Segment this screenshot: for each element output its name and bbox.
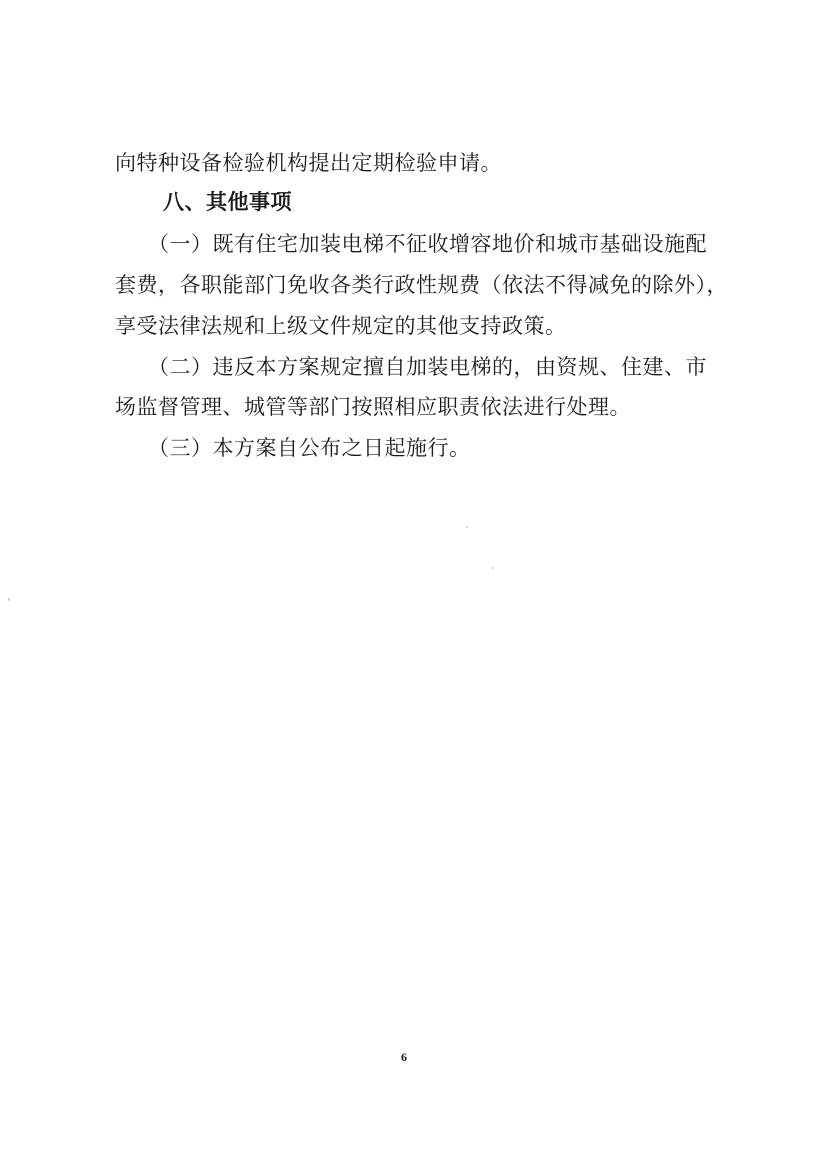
paragraph-item-1-line-1: （一）既有住宅加装电梯不征收增容地价和城市基础设施配 [148, 232, 707, 256]
paragraph-item-1-line-2: 套费，各职能部门免收各类行政性规费（依法不得减免的除外）， [115, 273, 728, 297]
page-number: 6 [401, 1050, 407, 1064]
paragraph-item-2-line-1: （二）违反本方案规定擅自加装电梯的，由资规、住建、市 [148, 355, 707, 379]
paragraph-line-continuation: 向特种设备检验机构提出定期检验申请。 [115, 151, 502, 175]
section-heading-other-matters: 八、其他事项 [163, 190, 292, 214]
scan-speck [492, 567, 494, 569]
scan-speck [466, 526, 468, 528]
scan-speck [8, 598, 10, 601]
paragraph-item-1-line-3: 享受法律法规和上级文件规定的其他支持政策。 [115, 314, 567, 338]
paragraph-item-2-line-2: 场监督管理、城管等部门按照相应职责依法进行处理。 [115, 395, 631, 419]
paragraph-item-3: （三）本方案自公布之日起施行。 [148, 436, 471, 460]
